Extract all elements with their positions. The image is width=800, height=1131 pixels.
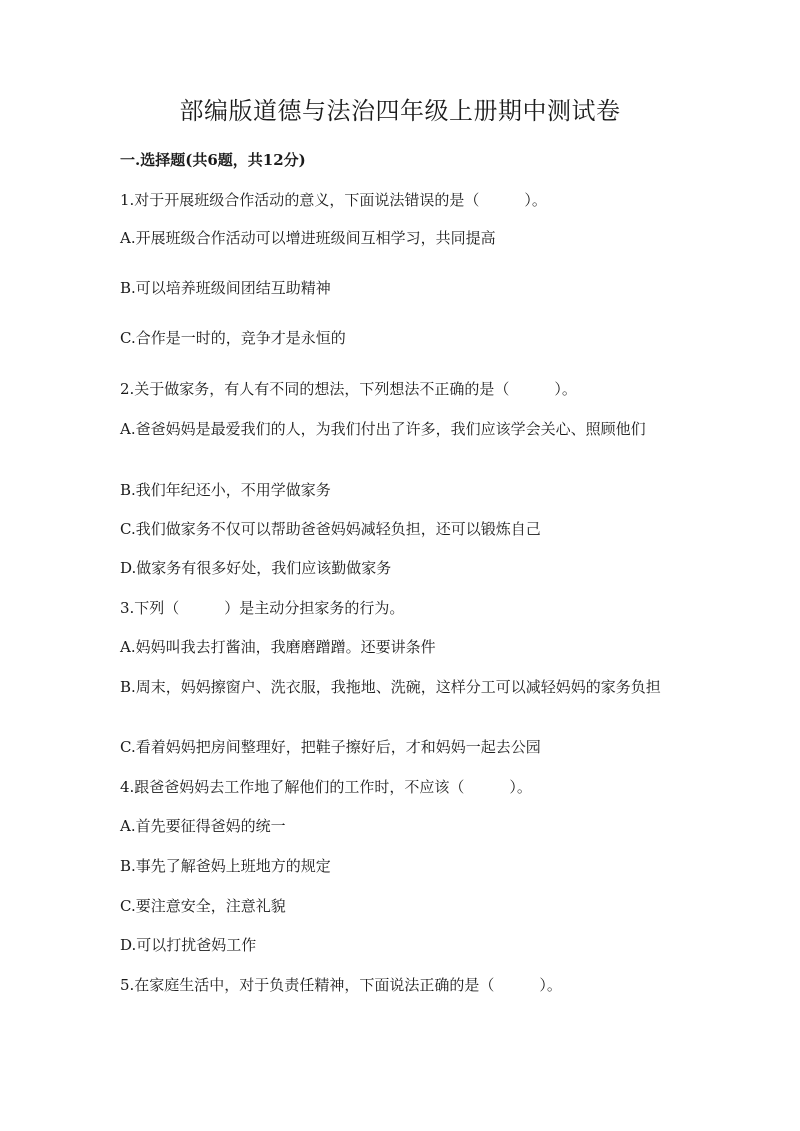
question-2-option-a: A.爸爸妈妈是最爱我们的人，为我们付出了许多，我们应该学会关心、照顾他们 [120,420,646,438]
question-2-option-c: C.我们做家务不仅可以帮助爸爸妈妈减轻负担，还可以锻炼自己 [120,520,541,538]
question-2-option-d: D.做家务有很多好处，我们应该勤做家务 [120,559,392,577]
question-5-stem: 5.在家庭生活中，对于负责任精神，下面说法正确的是（ ）。 [120,976,562,994]
question-4-option-c: C.要注意安全，注意礼貌 [120,897,286,915]
question-2-stem: 2.关于做家务，有人有不同的想法，下列想法不正确的是（ ）。 [120,380,577,398]
question-3-option-a: A.妈妈叫我去打酱油，我磨磨蹭蹭。还要讲条件 [120,638,436,656]
question-3-option-c: C.看着妈妈把房间整理好，把鞋子擦好后，才和妈妈一起去公园 [120,738,541,756]
question-3-stem: 3.下列（ ）是主动分担家务的行为。 [120,599,405,617]
question-3-option-b: B.周末，妈妈擦窗户、洗衣服，我拖地、洗碗，这样分工可以减轻妈妈的家务负担 [120,678,661,696]
question-4-option-a: A.首先要征得爸妈的统一 [120,817,286,835]
question-1-stem: 1.对于开展班级合作活动的意义，下面说法错误的是（ ）。 [120,191,547,209]
question-1-option-a: A.开展班级合作活动可以增进班级间互相学习，共同提高 [120,229,496,247]
question-4-stem: 4.跟爸爸妈妈去工作地了解他们的工作时，不应该（ ）。 [120,778,532,796]
exam-title: 部编版道德与法治四年级上册期中测试卷 [179,97,621,125]
section-heading: 一.选择题(共6题，共12分) [120,151,306,169]
question-1-option-b: B.可以培养班级间团结互助精神 [120,279,331,297]
question-4-option-d: D.可以打扰爸妈工作 [120,936,257,954]
question-4-option-b: B.事先了解爸妈上班地方的规定 [120,857,331,875]
question-2-option-b: B.我们年纪还小，不用学做家务 [120,481,331,499]
question-1-option-c: C.合作是一时的，竞争才是永恒的 [120,329,346,347]
